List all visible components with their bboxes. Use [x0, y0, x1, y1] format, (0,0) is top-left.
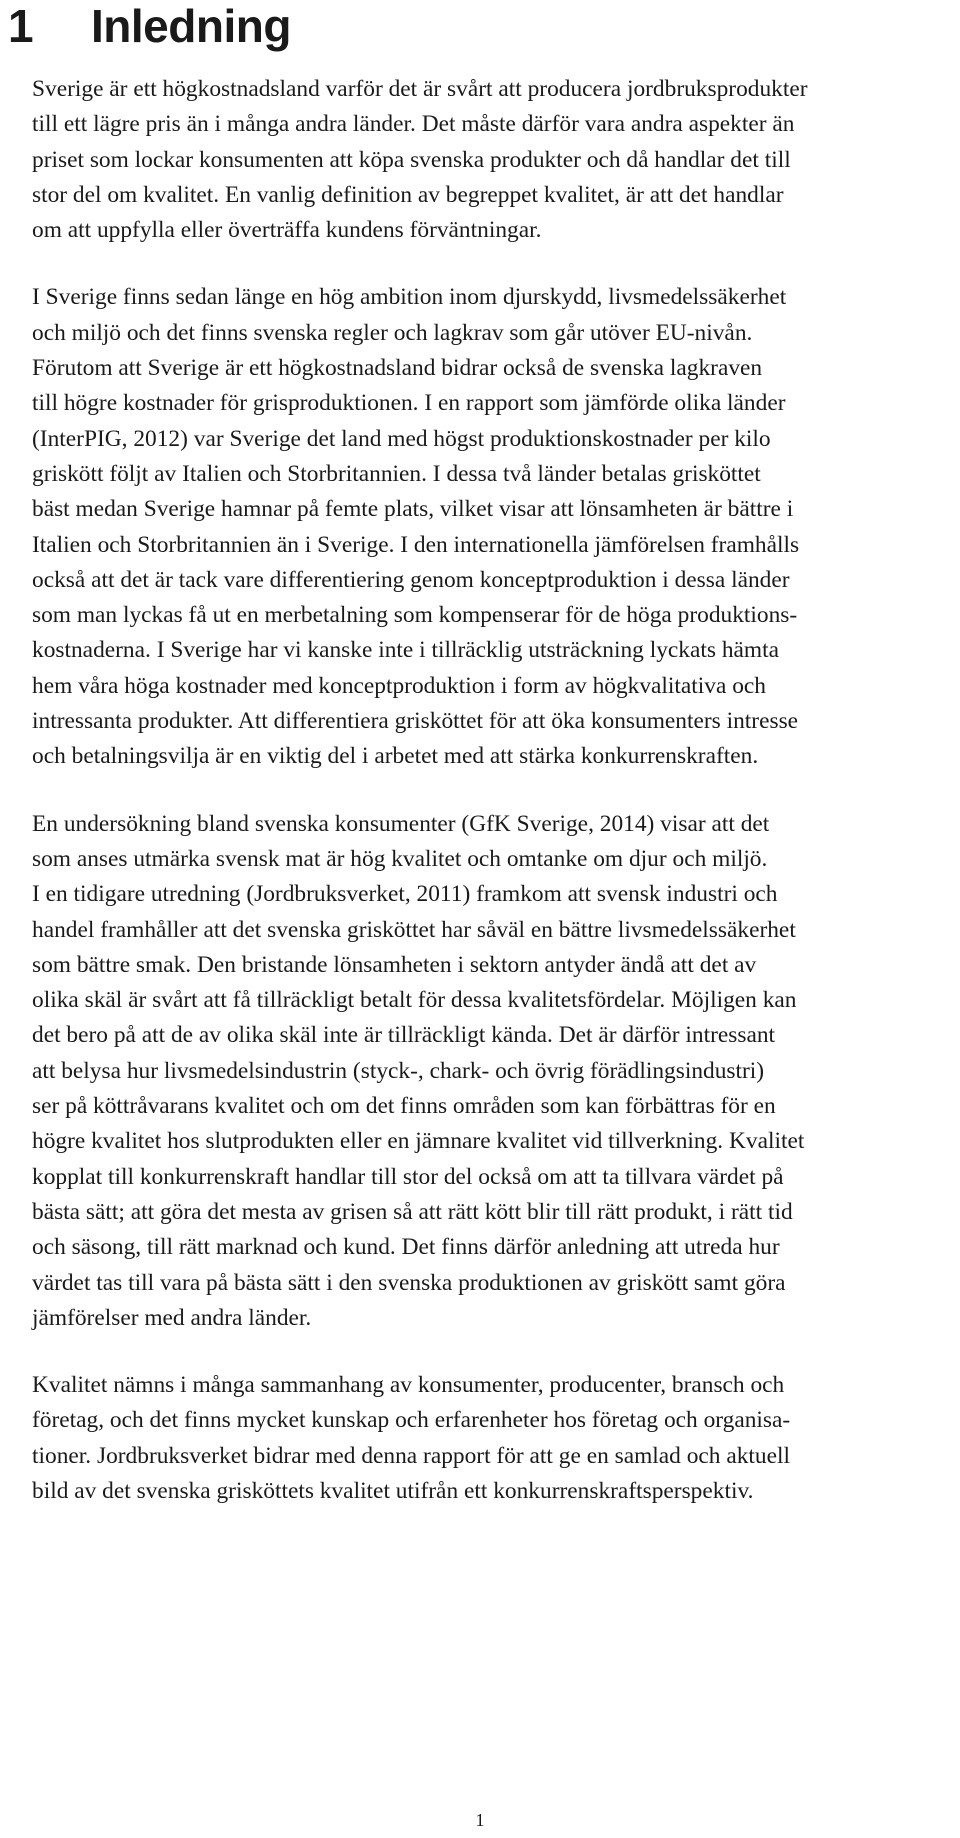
text-line: till högre kostnader för grisproduktionen. I en rapport som jämförde olika länder: [32, 390, 786, 417]
paragraph-report-purpose: [32, 1368, 960, 1509]
text-line: priset som lockar konsumenten att köpa svenska produkter och då handlar det till: [32, 146, 791, 173]
text-line: Förutom att Sverige är ett högkostnadsland bidrar också de svenska lagkraven: [32, 355, 763, 382]
text-line: om att uppfylla eller överträffa kundens förväntningar.: [32, 217, 542, 244]
text-line: kopplat till konkurrenskraft handlar till stor del också om att ta tillvara värdet på: [32, 1163, 784, 1190]
text-line: ser på köttråvarans kvalitet och om det finns områden som kan förbättras för en: [32, 1093, 776, 1120]
document-page: [8, 0, 952, 52]
text-line: högre kvalitet hos slutprodukten eller en jämnare kvalitet vid tillverkning. Kvalitet: [32, 1128, 805, 1155]
text-line: också att det är tack vare differentiering genom konceptproduktion i dessa länder: [32, 566, 790, 593]
paragraph-intro: [32, 72, 960, 248]
text-line: I Sverige finns sedan länge en hög ambition inom djurskydd, livsmedelssäkerhet: [32, 284, 787, 311]
text-line: och betalningsvilja är en viktig del i arbetet med att stärka konkurrenskraften.: [32, 743, 759, 770]
text-line: värdet tas till vara på bästa sätt i den svenska produktionen av griskött samt göra: [32, 1269, 786, 1296]
paragraph-consumers: [32, 807, 960, 1336]
text-line: och miljö och det finns svenska regler och lagkrav som går utöver EU-nivån.: [32, 319, 753, 346]
text-line: handel framhåller att det svenska grisköttet har såväl en bättre livsmedelssäkerhet: [32, 916, 796, 943]
text-line: intressanta produkter. Att differentiera grisköttet för att öka konsumenters intresse: [32, 708, 799, 735]
text-line: som man lyckas få ut en merbetalning som kompenserar för de höga produktions-: [32, 602, 798, 629]
body-text: [32, 72, 960, 1541]
text-line: och säsong, till rätt marknad och kund. Det finns därför anledning att utreda hur: [32, 1234, 780, 1261]
page-number: 1: [475, 1810, 485, 1830]
paragraph-regulations: [32, 280, 960, 774]
text-line: jämförelser med andra länder.: [32, 1304, 312, 1331]
text-line: kostnaderna. I Sverige har vi kanske inte i tillräcklig utsträckning lyckats hämta: [32, 637, 779, 664]
text-line: som anses utmärka svensk mat är hög kvalitet och omtanke om djur och miljö.: [32, 845, 768, 872]
text-line: bäst medan Sverige hamnar på femte plats, vilket visar att lönsamheten är bättre i: [32, 496, 794, 523]
text-line: En undersökning bland svenska konsumenter (GfK Sverige, 2014) visar att det: [32, 810, 770, 837]
text-line: att belysa hur livsmedelsindustrin (styck-, chark- och övrig förädlingsindustri): [32, 1057, 765, 1084]
text-line: Italien och Storbritannien än i Sverige. I den internationella jämförelsen framhålls: [32, 531, 800, 558]
text-line: som bättre smak. Den bristande lönsamheten i sektorn antyder ändå att det av: [32, 951, 757, 978]
chapter-heading: [8, 0, 952, 52]
chapter-title: Inledning: [91, 0, 291, 52]
text-line: Kvalitet nämns i många sammanhang av konsumenter, producenter, bransch och: [32, 1372, 785, 1399]
text-line: till ett lägre pris än i många andra länder. Det måste därför vara andra aspekter än: [32, 111, 795, 138]
text-line: bild av det svenska grisköttets kvalitet utifrån ett konkurrenskraftsperspektiv.: [32, 1477, 754, 1504]
text-line: bästa sätt; att göra det mesta av grisen så att rätt kött blir till rätt produkt, i rätt tid: [32, 1198, 793, 1225]
text-line: griskött följt av Italien och Storbritannien. I dessa två länder betalas grisköttet: [32, 460, 761, 487]
text-line: (InterPIG, 2012) var Sverige det land med högst produktionskostnader per kilo: [32, 425, 771, 452]
text-line: stor del om kvalitet. En vanlig definition av begreppet kvalitet, är att det handlar: [32, 181, 784, 208]
text-line: det bero på att de av olika skäl inte är tillräckligt kända. Det är därför intressant: [32, 1022, 776, 1049]
text-line: företag, och det finns mycket kunskap och erfarenheter hos företag och organisa-: [32, 1407, 791, 1434]
text-line: olika skäl är svårt att få tillräckligt betalt för dessa kvalitetsfördelar. Möjligen kan: [32, 987, 797, 1014]
text-line: I en tidigare utredning (Jordbruksverket, 2011) framkom att svensk industri och: [32, 881, 778, 908]
text-line: hem våra höga kostnader med konceptproduktion i form av högkvalitativa och: [32, 672, 766, 699]
text-line: tioner. Jordbruksverket bidrar med denna rapport för att ge en samlad och aktuell: [32, 1442, 790, 1469]
text-line: Sverige är ett högkostnadsland varför det är svårt att producera jordbruksprodukter: [32, 76, 808, 102]
chapter-number: 1: [8, 0, 34, 52]
